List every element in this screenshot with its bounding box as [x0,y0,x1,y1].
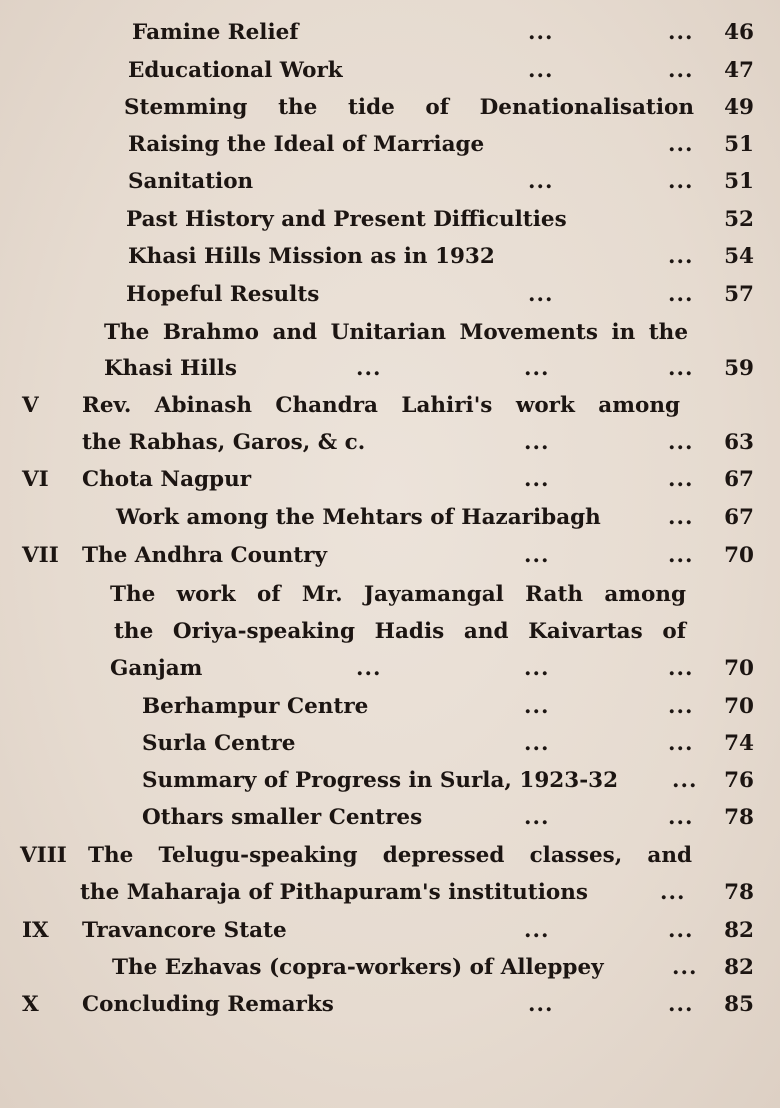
leader-dots: ... [668,656,694,681]
leader-dots: ... [524,694,550,719]
entry-page-number: 74 [724,731,754,756]
entry-title: Hopeful Results [126,282,320,307]
entry-title: Ganjam [110,656,203,681]
entry-page-number: 78 [724,880,754,905]
leader-dots: ... [524,918,550,943]
entry-page-number: 67 [724,505,754,530]
entry-page-number: 51 [724,132,754,157]
entry-page-number: 70 [724,656,754,681]
leader-dots: ... [524,467,550,492]
leader-dots: ... [524,356,550,381]
entry-title: Summary of Progress in Surla, 1923-32 [142,768,619,793]
leader-dots: ... [668,132,694,157]
entry-title: Travancore State [82,918,287,943]
entry-title: Khasi Hills Mission as in 1932 [128,244,495,269]
leader-dots: ... [668,694,694,719]
chapter-number: V [22,393,39,418]
leader-dots: ... [668,282,694,307]
entry-title: Sanitation [128,169,254,194]
leader-dots: ... [672,768,698,793]
entry-title: the Rabhas, Garos, & c. [82,430,366,455]
entry-title: The work of Mr. Jayamangal Rath among [110,582,686,607]
leader-dots: ... [668,58,694,83]
entry-page-number: 67 [724,467,754,492]
leader-dots: ... [524,656,550,681]
entry-page-number: 78 [724,805,754,830]
leader-dots: ... [668,169,694,194]
entry-title: The Ezhavas (copra-workers) of Alleppey [112,955,604,980]
entry-page-number: 59 [724,356,754,381]
entry-title: Famine Relief [132,20,299,45]
chapter-number: IX [22,918,49,943]
leader-dots: ... [528,169,554,194]
leader-dots: ... [356,656,382,681]
leader-dots: ... [528,20,554,45]
entry-title: The Andhra Country [82,543,327,568]
entry-page-number: 70 [724,694,754,719]
leader-dots: ... [668,430,694,455]
entry-title: Past History and Present Difficulties [126,207,567,232]
leader-dots: ... [524,430,550,455]
leader-dots: ... [668,20,694,45]
entry-title: The Brahmo and Unitarian Movements in the [104,320,688,345]
leader-dots: ... [668,731,694,756]
leader-dots: ... [668,992,694,1017]
leader-dots: ... [528,58,554,83]
entry-title: Concluding Remarks [82,992,334,1017]
leader-dots: ... [672,955,698,980]
entry-title: Berhampur Centre [142,694,369,719]
entry-page-number: 70 [724,543,754,568]
chapter-number: X [22,992,39,1017]
entry-title: Raising the Ideal of Marriage [128,132,485,157]
leader-dots: ... [660,880,686,905]
leader-dots: ... [524,805,550,830]
entry-page-number: 51 [724,169,754,194]
entry-page-number: 57 [724,282,754,307]
entry-page-number: 82 [724,918,754,943]
leader-dots: ... [528,282,554,307]
entry-title: The Telugu-speaking depressed classes, and [88,843,692,868]
entry-page-number: 47 [724,58,754,83]
leader-dots: ... [524,731,550,756]
leader-dots: ... [668,467,694,492]
leader-dots: ... [668,805,694,830]
leader-dots: ... [528,992,554,1017]
chapter-number: VII [22,543,59,568]
entry-page-number: 85 [724,992,754,1017]
leader-dots: ... [668,244,694,269]
leader-dots: ... [668,505,694,530]
entry-page-number: 82 [724,955,754,980]
entry-title: Chota Nagpur [82,467,252,492]
entry-title: Rev. Abinash Chandra Lahiri's work among [82,393,680,418]
entry-title: the Oriya-speaking Hadis and Kaivartas of [114,619,686,644]
entry-title: Work among the Mehtars of Hazaribagh [116,505,601,530]
entry-page-number: 76 [724,768,754,793]
leader-dots: ... [668,356,694,381]
entry-page-number: 49 [724,95,754,120]
entry-title: Khasi Hills [104,356,237,381]
leader-dots: ... [668,543,694,568]
leader-dots: ... [524,543,550,568]
entry-page-number: 52 [724,207,754,232]
chapter-number: VIII [20,843,67,868]
entry-title: Surla Centre [142,731,296,756]
entry-title: Stemming the tide of Denationalisation [124,95,694,120]
entry-title: the Maharaja of Pithapuram's institutions [80,880,588,905]
leader-dots: ... [668,918,694,943]
chapter-number: VI [22,467,49,492]
entry-title: Othars smaller Centres [142,805,423,830]
entry-page-number: 54 [724,244,754,269]
leader-dots: ... [356,356,382,381]
entry-page-number: 46 [724,20,754,45]
entry-title: Educational Work [128,58,343,83]
entry-page-number: 63 [724,430,754,455]
